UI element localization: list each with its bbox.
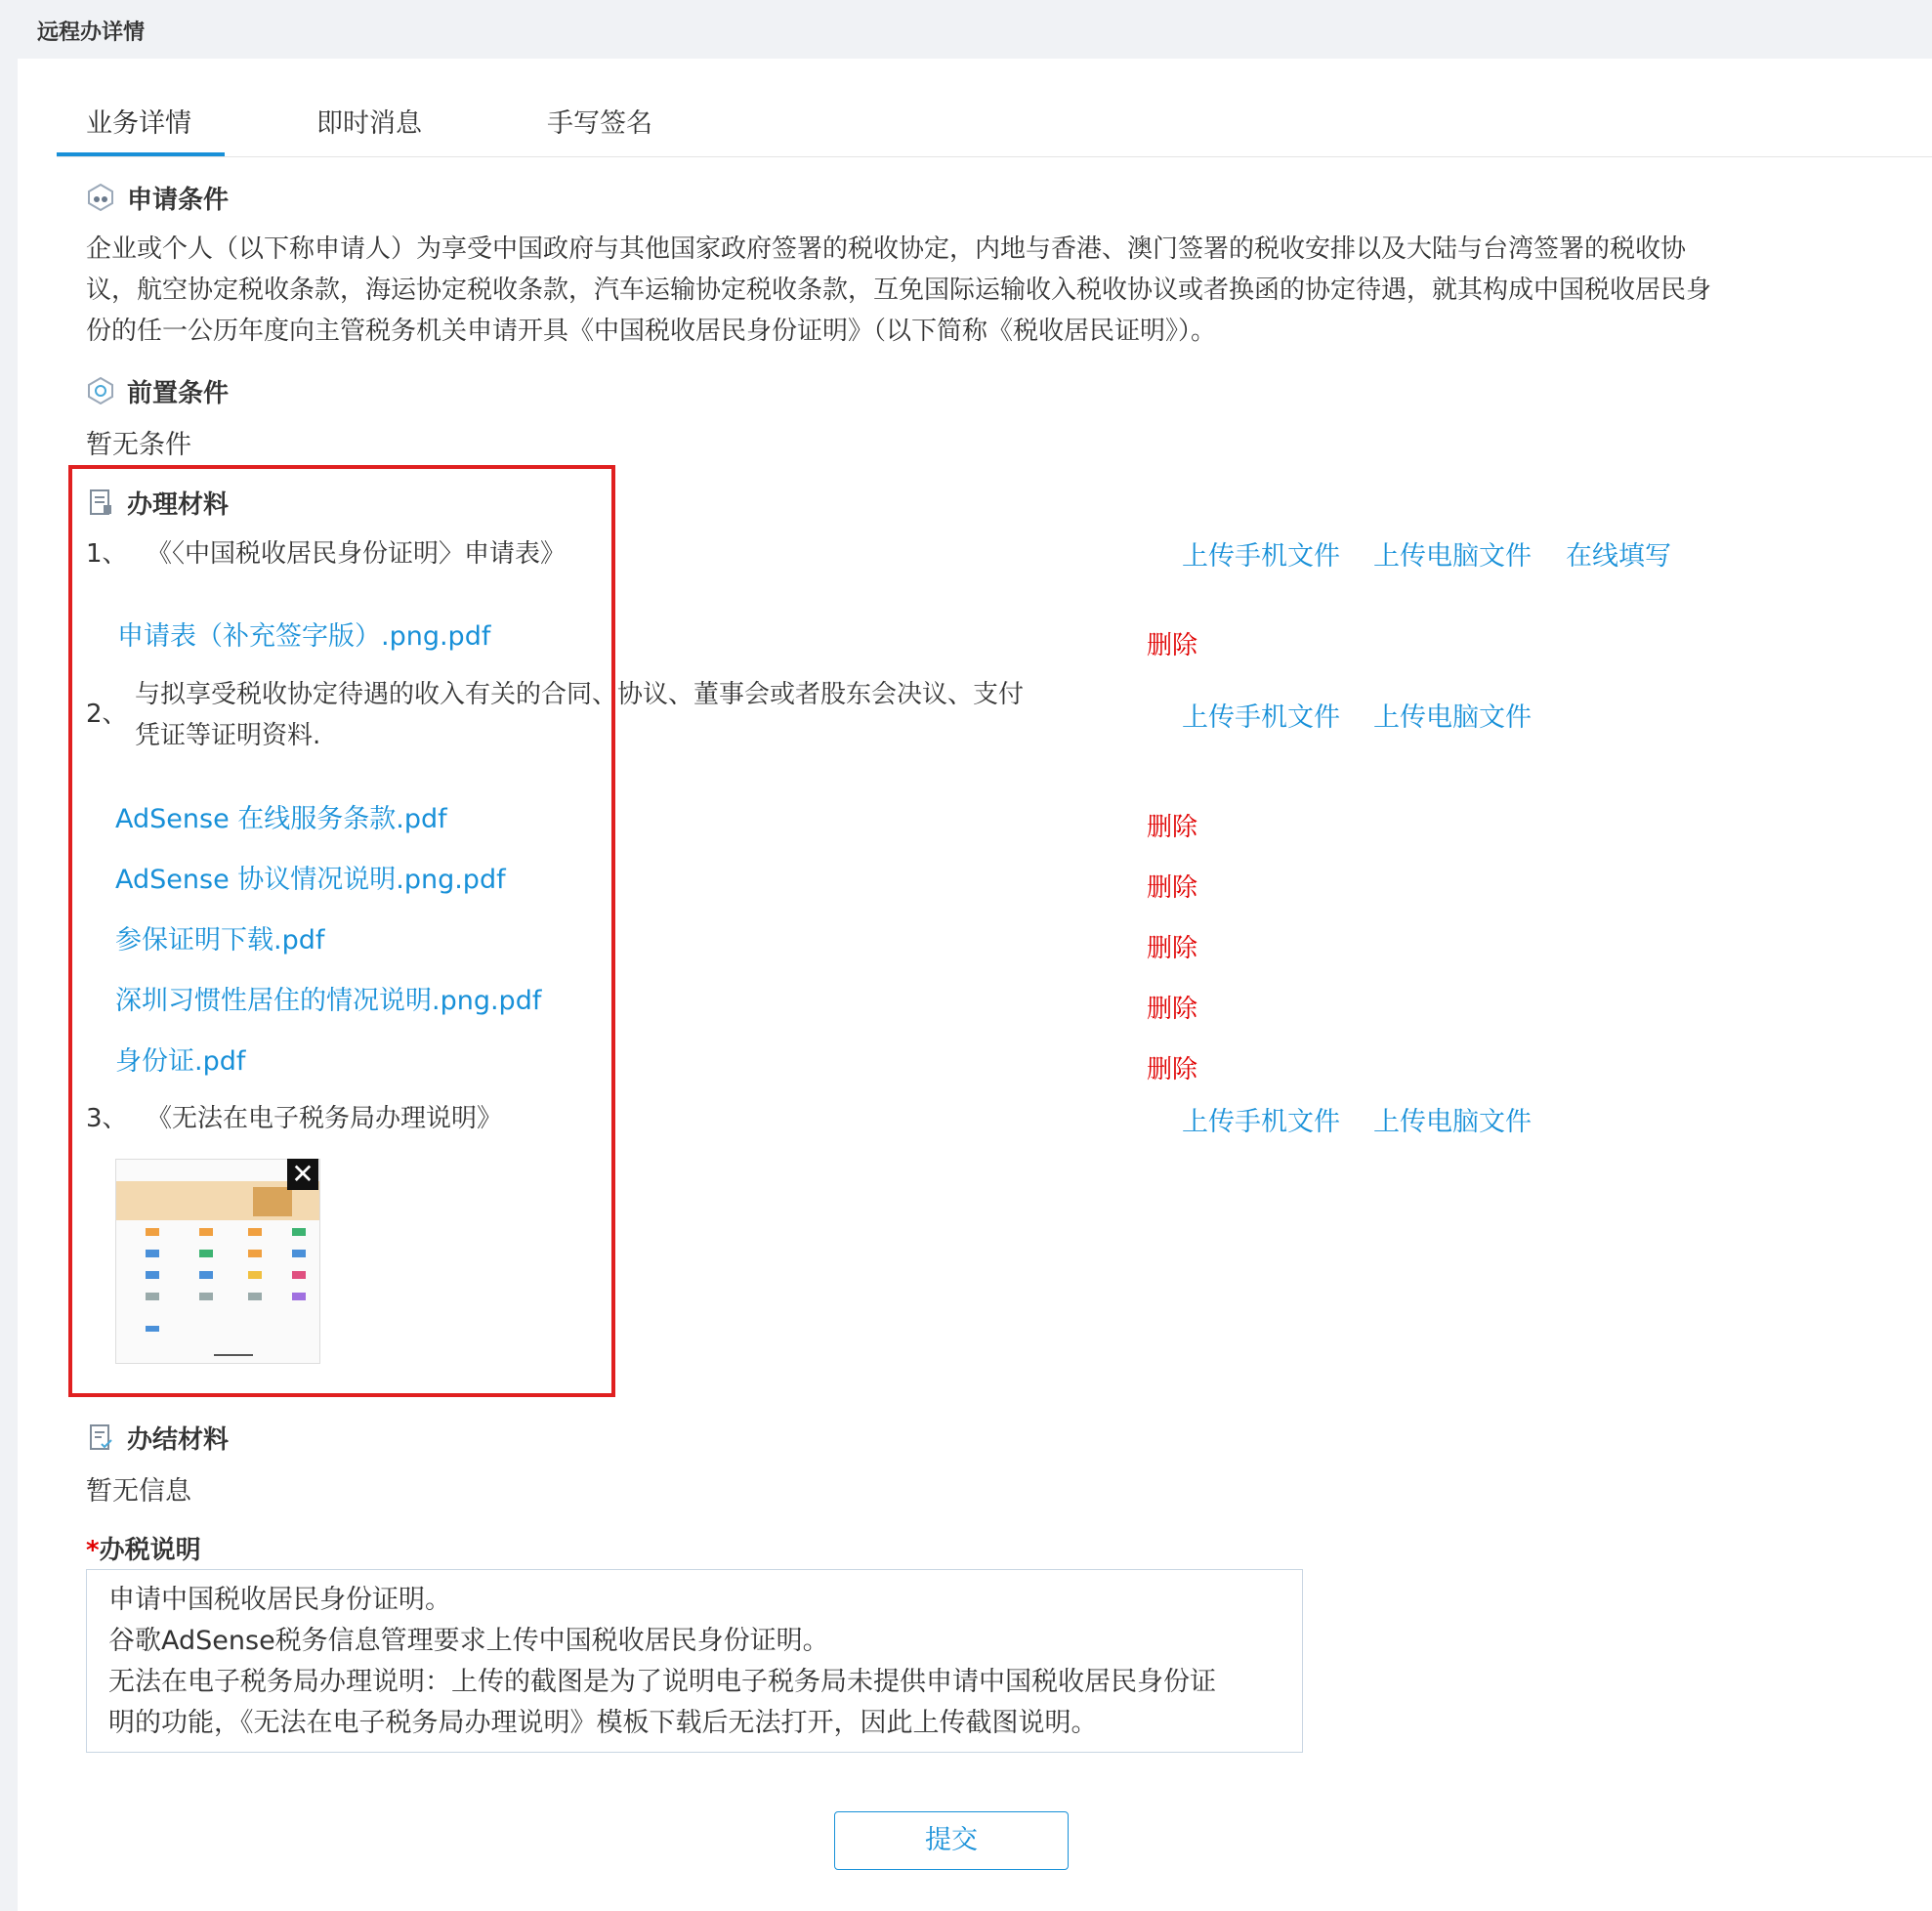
tax-note-line: 谷歌AdSense税务信息管理要求上传中国税收居民身份证明。 xyxy=(108,1626,829,1656)
tab-handwritten-signature[interactable]: 手写签名 xyxy=(547,108,652,139)
material-name-line: 与拟享受税收协定待遇的收入有关的合同、协议、董事会或者股东会决议、支付 xyxy=(135,680,1025,709)
tax-note-title: 办税说明 xyxy=(99,1536,201,1565)
material-name-line: 凭证等证明资料. xyxy=(135,721,321,750)
material-name: 《〈中国税收居民身份证明〉申请表》 xyxy=(147,539,567,569)
material-index: 3、 xyxy=(86,1104,128,1133)
delete-file-button[interactable]: 删除 xyxy=(1147,1055,1198,1084)
close-icon[interactable]: ✕ xyxy=(287,1159,318,1190)
upload-mobile-file-link[interactable]: 上传手机文件 xyxy=(1182,702,1340,733)
tax-note-textarea[interactable] xyxy=(86,1569,1303,1753)
tax-note-label xyxy=(86,1530,201,1566)
material-index: 2、 xyxy=(86,700,128,729)
section-finished-title: 办结材料 xyxy=(127,1424,230,1455)
title-bar xyxy=(0,0,1932,59)
delete-file-button[interactable]: 删除 xyxy=(1147,631,1198,660)
submit-button[interactable]: 提交 xyxy=(834,1811,1069,1870)
section-preconditions-title: 前置条件 xyxy=(127,378,230,408)
file-link[interactable]: 深圳习惯性居住的情况说明.png.pdf xyxy=(115,986,542,1016)
tab-instant-messages[interactable]: 即时消息 xyxy=(316,108,422,139)
upload-mobile-file-link[interactable]: 上传手机文件 xyxy=(1182,1107,1340,1137)
preconditions-text: 暂无条件 xyxy=(86,430,191,460)
document-icon xyxy=(86,488,115,517)
delete-file-button[interactable]: 删除 xyxy=(1147,873,1198,903)
conditions-line: 议，航空协定税收条款，海运协定税收条款，汽车运输协定税收条款，互免国际运输收入税收协议或者换函的协定待遇，就其构成中国税收居民身 xyxy=(86,276,1712,305)
section-materials-title: 办理材料 xyxy=(127,489,230,520)
tab-bar xyxy=(57,59,1932,157)
material-index: 1、 xyxy=(86,539,128,569)
upload-pc-file-link[interactable]: 上传电脑文件 xyxy=(1373,541,1532,572)
delete-file-button[interactable]: 删除 xyxy=(1147,995,1198,1024)
section-conditions-header xyxy=(86,181,229,214)
checklist-icon xyxy=(86,1423,115,1452)
required-mark: * xyxy=(86,1536,100,1565)
fill-online-link[interactable]: 在线填写 xyxy=(1566,541,1671,572)
active-tab-indicator xyxy=(57,152,225,156)
delete-file-button[interactable]: 删除 xyxy=(1147,813,1198,842)
tax-note-line: 申请中国税收居民身份证明。 xyxy=(108,1585,451,1615)
section-conditions-title: 申请条件 xyxy=(127,185,230,215)
tax-note-line: 明的功能，《无法在电子税务局办理说明》模板下载后无法打开，因此上传截图说明。 xyxy=(108,1708,1098,1738)
conditions-line: 企业或个人（以下称申请人）为享受中国政府与其他国家政府签署的税收协定，内地与香港、澳门签署的税收安排以及大陆与台湾签署的税收协 xyxy=(86,234,1687,264)
upload-mobile-file-link[interactable]: 上传手机文件 xyxy=(1182,541,1340,572)
upload-pc-file-link[interactable]: 上传电脑文件 xyxy=(1373,702,1532,733)
page-title: 远程办详情 xyxy=(37,21,146,45)
section-materials-header xyxy=(86,486,229,519)
tab-business-details[interactable]: 业务详情 xyxy=(86,108,191,139)
material-name xyxy=(135,674,1112,756)
hexagon-users-icon xyxy=(86,183,115,212)
upload-pc-file-link[interactable]: 上传电脑文件 xyxy=(1373,1107,1532,1137)
conditions-text xyxy=(86,229,1864,352)
conditions-line: 份的任一公历年度向主管税务机关申请开具《中国税收居民身份证明》（以下简称《税收居民证明》）。 xyxy=(86,317,1217,346)
shield-icon xyxy=(86,376,115,405)
file-link[interactable]: 身份证.pdf xyxy=(115,1046,246,1077)
tax-note-line: 无法在电子税务局办理说明：上传的截图是为了说明电子税务局未提供申请中国税收居民身份证 xyxy=(108,1667,1216,1697)
delete-file-button[interactable]: 删除 xyxy=(1147,934,1198,963)
section-finished-header xyxy=(86,1421,229,1454)
finished-text: 暂无信息 xyxy=(86,1476,191,1507)
file-link[interactable]: AdSense 在线服务条款.pdf xyxy=(115,804,447,834)
file-link[interactable]: 参保证明下载.pdf xyxy=(115,925,325,956)
file-link[interactable]: AdSense 协议情况说明.png.pdf xyxy=(115,865,506,895)
file-link[interactable]: 申请表（补充签字版）.png.pdf xyxy=(117,621,491,652)
material-name: 《无法在电子税务局办理说明》 xyxy=(147,1104,503,1133)
section-preconditions-header xyxy=(86,374,229,407)
